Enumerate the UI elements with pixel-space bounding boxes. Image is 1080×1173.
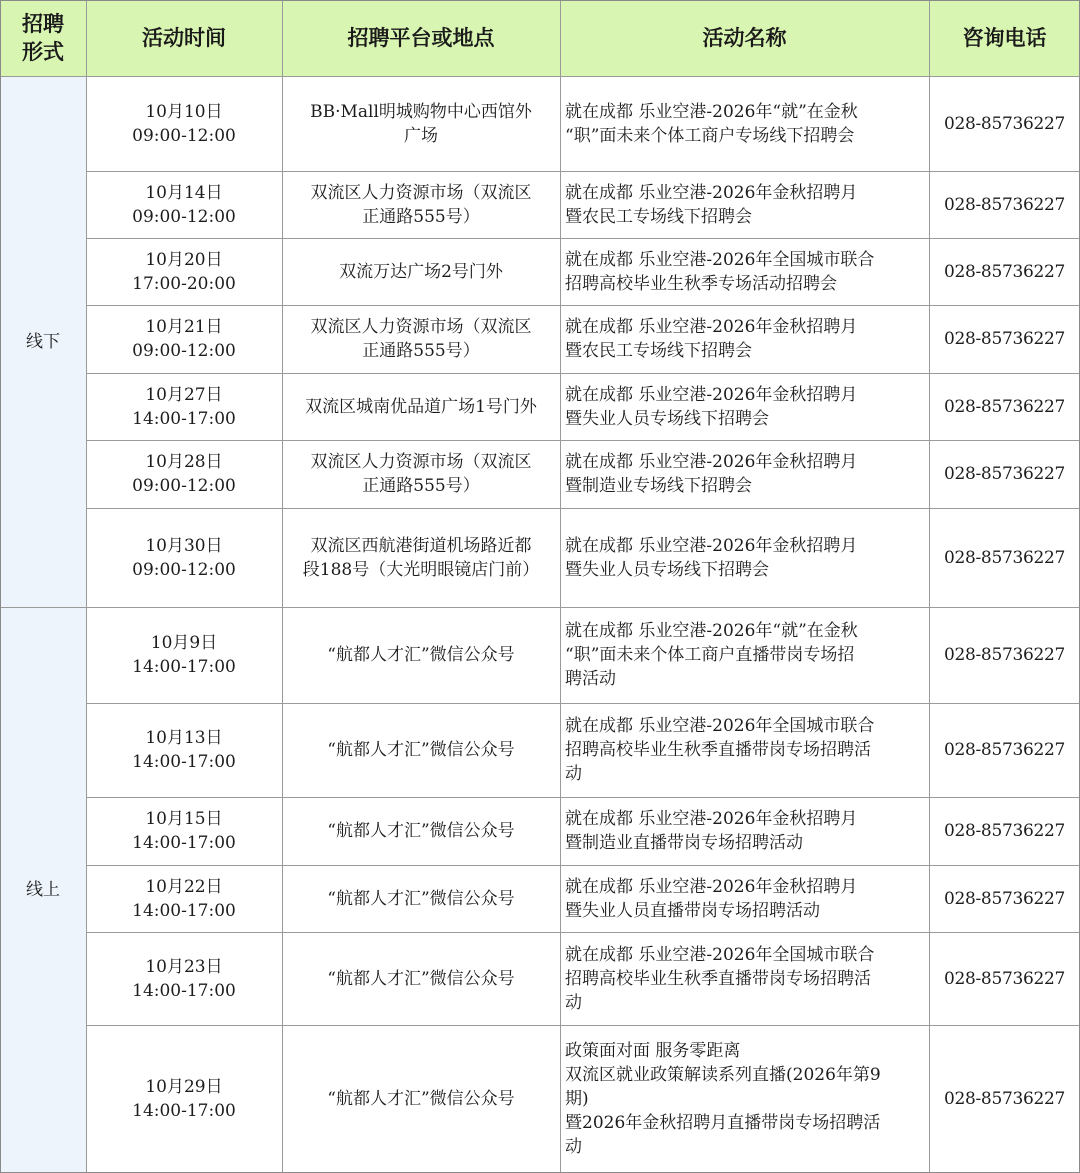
event-name: [560, 440, 929, 508]
event-phone: [929, 703, 1080, 797]
event-place: [282, 508, 560, 607]
event-phone: [929, 238, 1080, 305]
event-time: [86, 373, 282, 440]
event-name-text: 就在成都 乐业空港-2026年金秋招聘月 暨失业人员专场线下招聘会: [565, 384, 858, 429]
header-phone-text: 咨询电话: [962, 26, 1047, 50]
event-time: [86, 508, 282, 607]
event-name-text: 就在成都 乐业空港-2026年全国城市联合 招聘高校毕业生秋季专场活动招聘会: [565, 249, 875, 294]
grid-line: [0, 76, 1080, 77]
event-phone: [929, 1025, 1080, 1173]
event-place-text: “航都人才汇”微信公众号: [327, 740, 515, 760]
event-time-text: 10月21日 09:00-12:00: [132, 317, 236, 361]
event-place-text: 双流区人力资源市场（双流区 正通路555号）: [310, 182, 532, 227]
event-place-text: 双流区人力资源市场（双流区 正通路555号）: [310, 452, 532, 496]
event-name: [560, 238, 929, 305]
event-place: [282, 797, 560, 865]
event-place: [282, 238, 560, 305]
grid-line: [86, 932, 1080, 933]
event-phone-text: 028-85736227: [943, 821, 1066, 841]
event-phone-text: 028-85736227: [943, 396, 1066, 417]
event-name: [560, 865, 929, 932]
event-place: [282, 305, 560, 373]
event-place: [282, 440, 560, 508]
grid-line: [86, 440, 1080, 441]
event-time: [86, 932, 282, 1025]
event-phone: [929, 305, 1080, 373]
grid-line: [86, 305, 1080, 306]
event-phone: [929, 171, 1080, 238]
grid-line: [86, 865, 1080, 866]
event-name: [560, 171, 929, 238]
grid-line: [86, 171, 1080, 172]
event-place-text: “航都人才汇”微信公众号: [327, 888, 515, 909]
event-name: [560, 1025, 929, 1173]
event-phone-text: 028-85736227: [943, 1089, 1066, 1109]
event-phone-text: 028-85736227: [943, 329, 1066, 349]
event-time: [86, 305, 282, 373]
event-time-text: 10月23日 14:00-17:00: [132, 956, 236, 1001]
event-place: [282, 1025, 560, 1173]
event-phone: [929, 440, 1080, 508]
header-place: [282, 0, 560, 76]
event-place: [282, 703, 560, 797]
grid-line: [86, 373, 1080, 374]
event-place: [282, 171, 560, 238]
event-phone-text: 028-85736227: [943, 888, 1066, 909]
grid-line: [86, 0, 87, 1173]
event-name-text: 就在成都 乐业空港-2026年全国城市联合 招聘高校毕业生秋季直播带岗专场招聘活 动: [565, 716, 875, 784]
event-name: [560, 607, 929, 703]
event-time: [86, 797, 282, 865]
event-name-text: 就在成都 乐业空港-2026年“就”在金秋 “职”面未来个体工商户直播带岗专场招 聘活动: [565, 621, 858, 689]
event-time-text: 10月10日 09:00-12:00: [132, 101, 236, 146]
event-phone: [929, 373, 1080, 440]
event-place-text: 双流万达广场2号门外: [339, 261, 503, 282]
event-name: [560, 373, 929, 440]
event-place: [282, 373, 560, 440]
event-name: [560, 932, 929, 1025]
event-time-text: 10月13日 14:00-17:00: [132, 728, 236, 772]
event-phone-text: 028-85736227: [943, 194, 1066, 215]
header-form: [0, 0, 86, 76]
event-phone: [929, 932, 1080, 1025]
grid-line: [86, 1025, 1080, 1026]
event-time-text: 10月20日 17:00-20:00: [132, 249, 236, 294]
event-phone-text: 028-85736227: [943, 464, 1066, 484]
grid-line: [86, 508, 1080, 509]
event-name-text: 就在成都 乐业空港-2026年全国城市联合 招聘高校毕业生秋季直播带岗专场招聘活 动: [565, 944, 875, 1013]
event-phone-text: 028-85736227: [943, 261, 1066, 282]
event-name-text: 就在成都 乐业空港-2026年金秋招聘月 暨制造业直播带岗专场招聘活动: [565, 809, 858, 853]
grid-line: [86, 238, 1080, 239]
recruitment-form-offline: [0, 76, 86, 607]
grid-line: [282, 0, 283, 1173]
event-phone-text: 028-85736227: [943, 547, 1066, 568]
event-place-text: “航都人才汇”微信公众号: [327, 645, 515, 665]
grid-line: [0, 607, 1080, 608]
event-phone: [929, 797, 1080, 865]
event-place-text: “航都人才汇”微信公众号: [327, 1089, 515, 1109]
event-phone: [929, 607, 1080, 703]
event-name-text: 就在成都 乐业空港-2026年“就”在金秋 “职”面未来个体工商户专场线下招聘会: [565, 101, 858, 146]
header-form-text: 招聘 形式: [22, 12, 64, 64]
event-name: [560, 305, 929, 373]
event-place-text: “航都人才汇”微信公众号: [327, 968, 515, 989]
event-phone-text: 028-85736227: [943, 645, 1066, 665]
event-time-text: 10月9日 14:00-17:00: [132, 633, 236, 677]
event-time: [86, 171, 282, 238]
event-phone: [929, 76, 1080, 171]
event-time-text: 10月15日 14:00-17:00: [132, 809, 236, 853]
event-time-text: 10月22日 14:00-17:00: [132, 876, 236, 921]
grid-line: [929, 0, 930, 1173]
event-place-text: 双流区西航港街道机场路近都 段188号（大光明眼镜店门前）: [302, 535, 540, 580]
header-place-text: 招聘平台或地点: [347, 26, 495, 50]
event-name-text: 政策面对面 服务零距离 双流区就业政策解读系列直播(2026年第9 期) 暨2026年金秋招聘月直播带岗专场招聘活 动: [565, 1041, 881, 1157]
header-time: [86, 0, 282, 76]
grid-line: [86, 703, 1080, 704]
event-phone-text: 028-85736227: [943, 113, 1066, 134]
event-time: [86, 76, 282, 171]
event-place-text: 双流区城南优品道广场1号门外: [305, 396, 537, 417]
event-place-text: 双流区人力资源市场（双流区 正通路555号）: [310, 317, 532, 361]
event-place: [282, 932, 560, 1025]
event-name: [560, 76, 929, 171]
event-place: [282, 76, 560, 171]
event-time: [86, 703, 282, 797]
event-time-text: 10月27日 14:00-17:00: [132, 384, 236, 429]
grid-line: [86, 797, 1080, 798]
event-time-text: 10月29日 14:00-17:00: [132, 1077, 236, 1121]
event-phone: [929, 865, 1080, 932]
event-time: [86, 865, 282, 932]
event-name-text: 就在成都 乐业空港-2026年金秋招聘月 暨失业人员直播带岗专场招聘活动: [565, 876, 858, 921]
event-time-text: 10月14日 09:00-12:00: [132, 182, 236, 227]
event-name-text: 就在成都 乐业空港-2026年金秋招聘月 暨农民工专场线下招聘会: [565, 317, 858, 361]
event-place: [282, 865, 560, 932]
event-time: [86, 238, 282, 305]
event-name: [560, 703, 929, 797]
grid-line: [560, 0, 561, 1173]
event-time: [86, 1025, 282, 1173]
event-place-text: BB·Mall明城购物中心西馆外 广场: [310, 101, 532, 146]
event-phone-text: 028-85736227: [943, 740, 1066, 760]
event-time-text: 10月30日 09:00-12:00: [132, 535, 236, 580]
event-name: [560, 797, 929, 865]
recruitment-form-offline-text: 线下: [26, 331, 60, 352]
event-place-text: “航都人才汇”微信公众号: [327, 821, 515, 841]
header-time-text: 活动时间: [142, 26, 226, 50]
event-time: [86, 440, 282, 508]
event-name-text: 就在成都 乐业空港-2026年金秋招聘月 暨制造业专场线下招聘会: [565, 452, 858, 496]
event-name: [560, 508, 929, 607]
header-phone: [929, 0, 1080, 76]
header-name-text: 活动名称: [702, 26, 787, 50]
event-name-text: 就在成都 乐业空港-2026年金秋招聘月 暨农民工专场线下招聘会: [565, 182, 858, 227]
recruitment-form-online: [0, 607, 86, 1173]
event-time-text: 10月28日 09:00-12:00: [132, 452, 236, 496]
event-place: [282, 607, 560, 703]
header-name: [560, 0, 929, 76]
event-name-text: 就在成都 乐业空港-2026年金秋招聘月 暨失业人员专场线下招聘会: [565, 535, 858, 580]
recruitment-form-online-text: 线上: [26, 880, 60, 900]
event-phone-text: 028-85736227: [943, 968, 1066, 989]
event-phone: [929, 508, 1080, 607]
event-time: [86, 607, 282, 703]
